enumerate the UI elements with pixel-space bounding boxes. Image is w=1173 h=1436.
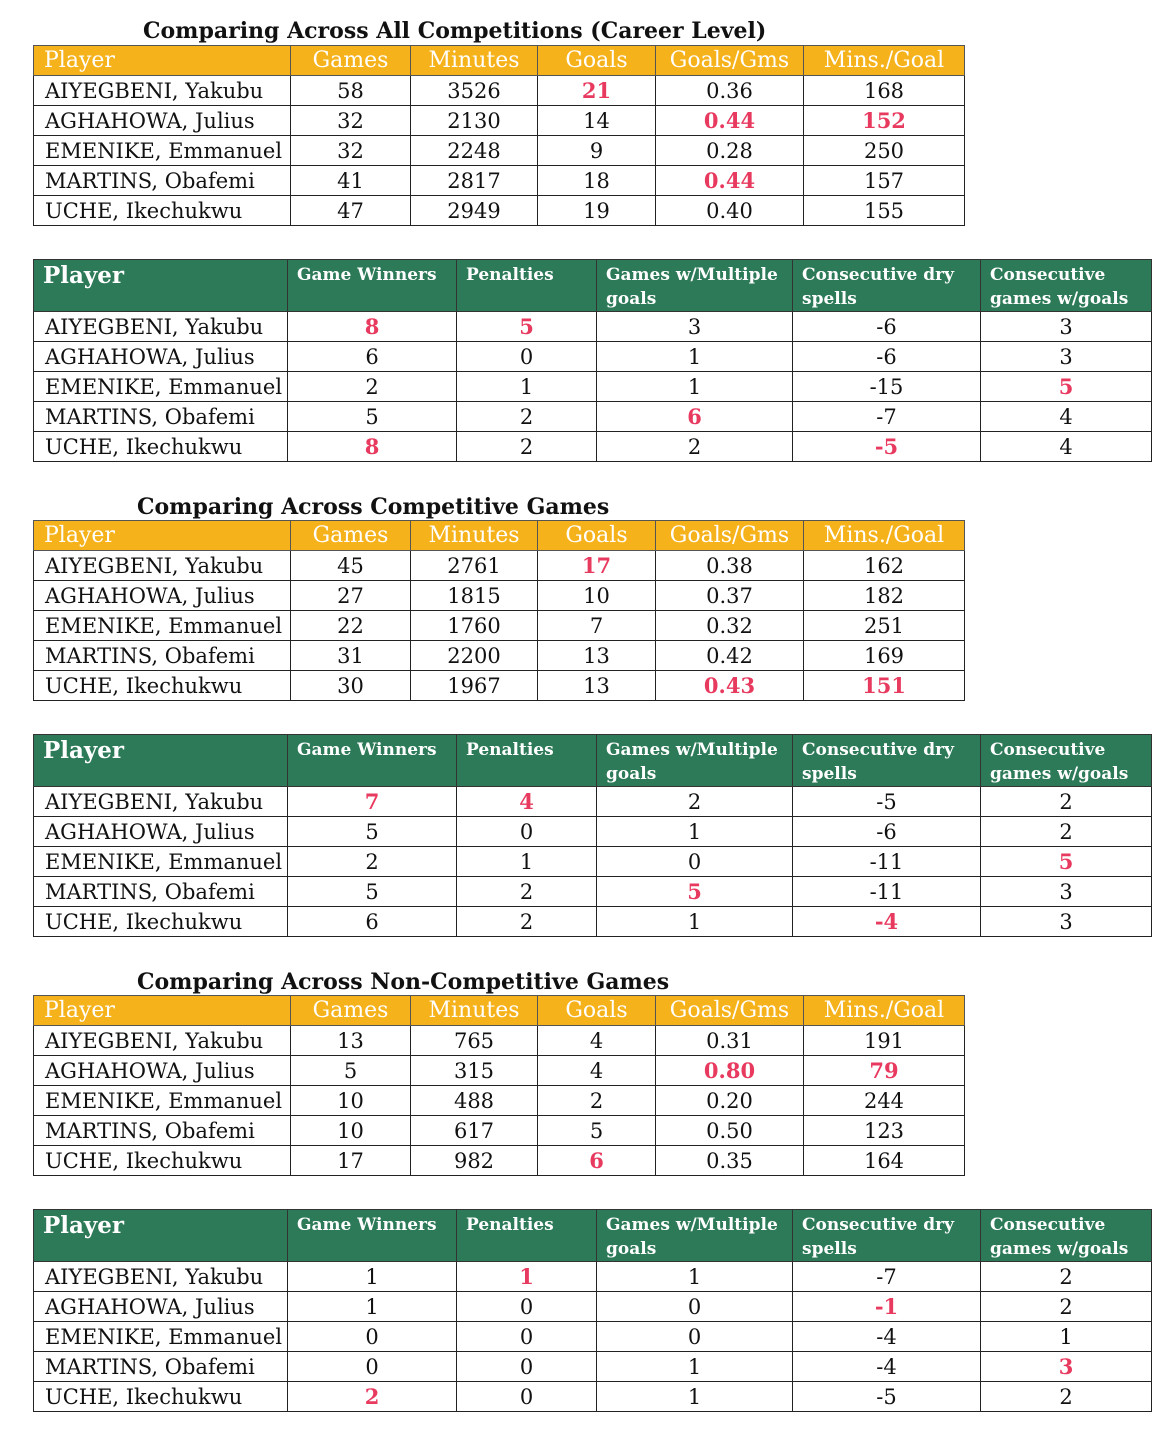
table-row [34,196,965,226]
column-header: Goals/Gms [656,996,804,1026]
column-header: Consecutive dry spells [793,735,981,787]
stat-cell: 0.38 [656,551,804,581]
stat-cell: -7 [793,402,981,432]
player-name-cell: UCHE, Ikechukwu [34,432,288,462]
stat-cell: 1 [597,1262,793,1292]
table-row [34,312,1152,342]
table-row [34,551,965,581]
stat-cell: 1815 [411,581,538,611]
column-header: Games w/Multiple goals [597,260,793,312]
stat-cell: 2 [981,1382,1152,1412]
stat-cell: -4 [793,1322,981,1352]
table-row [34,1382,1152,1412]
player-name-cell: AIYEGBENI, Yakubu [34,312,288,342]
stat-cell: 7 [538,611,656,641]
stat-cell: 2761 [411,551,538,581]
table-row [34,1056,965,1086]
stat-cell: 5 [288,877,457,907]
column-header: Minutes [411,46,538,76]
stat-cell: 30 [291,671,411,701]
stat-cell: 5 [457,312,597,342]
stat-cell: 315 [411,1056,538,1086]
stat-cell: 2 [457,877,597,907]
stat-cell: 18 [538,166,656,196]
column-header: Player [34,996,291,1026]
stat-cell: 8 [288,312,457,342]
stat-cell: 19 [538,196,656,226]
player-name-cell: AIYEGBENI, Yakubu [34,787,288,817]
player-name-cell: MARTINS, Obafemi [34,1116,291,1146]
table-row [34,907,1152,937]
header-row [34,1210,1152,1262]
stat-cell: 1 [597,1352,793,1382]
stat-cell: 1 [457,372,597,402]
table-row [34,166,965,196]
stat-cell: 3 [597,312,793,342]
table-row [34,1352,1152,1382]
column-header: Games [291,521,411,551]
stat-cell: 1 [597,372,793,402]
player-name-cell: UCHE, Ikechukwu [34,1146,291,1176]
table-row [34,671,965,701]
column-header: Games [291,46,411,76]
stat-cell: 45 [291,551,411,581]
stat-cell: 2 [457,432,597,462]
extra-stats-table [33,259,1152,462]
stat-cell: 8 [288,432,457,462]
column-header: Mins./Goal [804,521,965,551]
stat-cell: 0 [597,847,793,877]
stat-cell: 0.20 [656,1086,804,1116]
player-name-cell: EMENIKE, Emmanuel [34,611,291,641]
stat-cell: 0 [597,1322,793,1352]
stat-cell: 2 [538,1086,656,1116]
stat-cell: 2 [597,432,793,462]
table-row [34,372,1152,402]
stat-cell: 47 [291,196,411,226]
stat-cell: 0 [457,1292,597,1322]
stat-cell: 0.43 [656,671,804,701]
stat-cell: 58 [291,76,411,106]
stat-cell: 2200 [411,641,538,671]
stat-cell: 3 [981,1352,1152,1382]
stat-cell: 0.80 [656,1056,804,1086]
column-header: Player [34,1210,288,1262]
stat-cell: 0 [288,1352,457,1382]
column-header: Player [34,735,288,787]
stat-cell: 1 [288,1262,457,1292]
stat-cell: 4 [981,402,1152,432]
stat-cell: -11 [793,877,981,907]
section-title: Comparing Across Competitive Games [137,494,610,520]
stat-cell: 0.50 [656,1116,804,1146]
stat-cell: 2 [981,1292,1152,1322]
player-name-cell: AGHAHOWA, Julius [34,581,291,611]
player-name-cell: EMENIKE, Emmanuel [34,847,288,877]
stat-cell: 1 [981,1322,1152,1352]
stat-cell: 123 [804,1116,965,1146]
player-name-cell: UCHE, Ikechukwu [34,1382,288,1412]
stat-cell: 0 [288,1322,457,1352]
column-header: Consecutive games w/goals [981,260,1152,312]
stat-cell: 4 [457,787,597,817]
column-header: Player [34,521,291,551]
stat-cell: 0 [457,342,597,372]
table-row [34,432,1152,462]
stat-cell: 31 [291,641,411,671]
stat-cell: 1 [597,342,793,372]
stat-cell: 2 [288,847,457,877]
header-row [34,46,965,76]
stat-cell: 191 [804,1026,965,1056]
table-row [34,877,1152,907]
stat-cell: 250 [804,136,965,166]
stat-cell: 0 [457,817,597,847]
stat-cell: 164 [804,1146,965,1176]
stat-cell: 1 [457,1262,597,1292]
table-row [34,581,965,611]
stat-cell: 5 [981,372,1152,402]
stat-cell: 3 [981,877,1152,907]
stat-cell: 1 [457,847,597,877]
stat-cell: 2 [457,402,597,432]
stat-cell: 1967 [411,671,538,701]
column-header: Player [34,46,291,76]
stat-cell: -1 [793,1292,981,1322]
player-name-cell: EMENIKE, Emmanuel [34,1322,288,1352]
stat-cell: 0.36 [656,76,804,106]
player-name-cell: AIYEGBENI, Yakubu [34,551,291,581]
stat-cell: 0.28 [656,136,804,166]
stat-cell: 5 [538,1116,656,1146]
player-name-cell: AIYEGBENI, Yakubu [34,76,291,106]
table-row [34,342,1152,372]
stat-cell: 3 [981,342,1152,372]
column-header: Goals [538,521,656,551]
player-name-cell: MARTINS, Obafemi [34,641,291,671]
stat-cell: -5 [793,432,981,462]
stat-cell: 6 [538,1146,656,1176]
stat-cell: 21 [538,76,656,106]
table-row [34,1026,965,1056]
stat-cell: 5 [291,1056,411,1086]
column-header: Minutes [411,996,538,1026]
header-row [34,735,1152,787]
stat-cell: -6 [793,342,981,372]
stat-cell: 13 [538,671,656,701]
stat-cell: 3526 [411,76,538,106]
stat-cell: 151 [804,671,965,701]
table-row [34,1262,1152,1292]
stat-cell: -4 [793,1352,981,1382]
stat-cell: 617 [411,1116,538,1146]
column-header: Consecutive dry spells [793,1210,981,1262]
stat-cell: 2817 [411,166,538,196]
table-row [34,817,1152,847]
stat-cell: 6 [288,907,457,937]
table-row [34,787,1152,817]
stat-cell: 162 [804,551,965,581]
player-name-cell: EMENIKE, Emmanuel [34,372,288,402]
stat-cell: 1 [288,1292,457,1322]
stat-cell: -5 [793,787,981,817]
header-row [34,521,965,551]
stat-cell: 1 [597,907,793,937]
stat-cell: 488 [411,1086,538,1116]
player-name-cell: EMENIKE, Emmanuel [34,136,291,166]
column-header: Mins./Goal [804,46,965,76]
stat-cell: 5 [288,402,457,432]
stat-cell: 168 [804,76,965,106]
column-header: Player [34,260,288,312]
stat-cell: 13 [538,641,656,671]
table-row [34,76,965,106]
column-header: Penalties [457,260,597,312]
player-name-cell: MARTINS, Obafemi [34,402,288,432]
stat-cell: 1 [597,1382,793,1412]
column-header: Minutes [411,521,538,551]
player-name-cell: EMENIKE, Emmanuel [34,1086,291,1116]
stat-cell: 0.44 [656,166,804,196]
stat-cell: 6 [597,402,793,432]
stat-cell: 0 [597,1292,793,1322]
player-name-cell: AGHAHOWA, Julius [34,342,288,372]
stat-cell: -5 [793,1382,981,1412]
player-name-cell: UCHE, Ikechukwu [34,907,288,937]
stat-cell: 5 [288,817,457,847]
stat-cell: 0.37 [656,581,804,611]
column-header: Consecutive games w/goals [981,1210,1152,1262]
stat-cell: 13 [291,1026,411,1056]
stat-cell: 2130 [411,106,538,136]
stat-cell: 4 [981,432,1152,462]
column-header: Goals/Gms [656,46,804,76]
player-name-cell: AGHAHOWA, Julius [34,1056,291,1086]
table-row [34,641,965,671]
stat-cell: 0 [457,1322,597,1352]
table-row [34,847,1152,877]
stat-cell: 10 [291,1086,411,1116]
player-name-cell: UCHE, Ikechukwu [34,671,291,701]
stat-cell: 0 [457,1352,597,1382]
stat-cell: 2248 [411,136,538,166]
stat-cell: 17 [291,1146,411,1176]
player-name-cell: UCHE, Ikechukwu [34,196,291,226]
section-title: Comparing Across Non-Competitive Games [137,969,670,995]
extra-stats-table [33,734,1152,937]
player-name-cell: AGHAHOWA, Julius [34,1292,288,1322]
player-name-cell: AIYEGBENI, Yakubu [34,1262,288,1292]
stat-cell: 169 [804,641,965,671]
column-header: Goals [538,996,656,1026]
stat-cell: 1760 [411,611,538,641]
player-name-cell: MARTINS, Obafemi [34,166,291,196]
column-header: Penalties [457,1210,597,1262]
stat-cell: 251 [804,611,965,641]
stats-table [33,45,965,226]
stat-cell: 7 [288,787,457,817]
stat-cell: 765 [411,1026,538,1056]
stat-cell: 0.44 [656,106,804,136]
stat-cell: 2 [288,1382,457,1412]
stat-cell: 152 [804,106,965,136]
stat-cell: 182 [804,581,965,611]
stat-cell: 0.35 [656,1146,804,1176]
stat-cell: 2 [981,1262,1152,1292]
stat-cell: 3 [981,312,1152,342]
table-row [34,136,965,166]
stat-cell: -6 [793,312,981,342]
column-header: Game Winners [288,1210,457,1262]
player-name-cell: AGHAHOWA, Julius [34,817,288,847]
stat-cell: 155 [804,196,965,226]
stat-cell: 2 [597,787,793,817]
stat-cell: 0.42 [656,641,804,671]
player-name-cell: AIYEGBENI, Yakubu [34,1026,291,1056]
table-row [34,1086,965,1116]
stat-cell: 2 [457,907,597,937]
stat-cell: 17 [538,551,656,581]
stat-cell: 79 [804,1056,965,1086]
stat-cell: 0 [457,1382,597,1412]
stat-cell: 22 [291,611,411,641]
header-row [34,996,965,1026]
column-header: Game Winners [288,735,457,787]
stat-cell: 6 [288,342,457,372]
table-row [34,1146,965,1176]
column-header: Games w/Multiple goals [597,1210,793,1262]
player-name-cell: MARTINS, Obafemi [34,1352,288,1382]
stat-cell: 32 [291,106,411,136]
section-title: Comparing Across All Competitions (Career Level) [143,18,767,44]
stat-cell: -4 [793,907,981,937]
stats-table [33,995,965,1176]
table-row [34,1292,1152,1322]
player-name-cell: MARTINS, Obafemi [34,877,288,907]
stat-cell: 2 [981,787,1152,817]
column-header: Goals [538,46,656,76]
table-row [34,106,965,136]
column-header: Penalties [457,735,597,787]
table-row [34,1322,1152,1352]
column-header: Game Winners [288,260,457,312]
stat-cell: 157 [804,166,965,196]
stat-cell: -11 [793,847,981,877]
stat-cell: 1 [597,817,793,847]
stat-cell: 5 [981,847,1152,877]
stat-cell: 0.32 [656,611,804,641]
column-header: Consecutive games w/goals [981,735,1152,787]
column-header: Games [291,996,411,1026]
stat-cell: 10 [538,581,656,611]
stat-cell: 244 [804,1086,965,1116]
stat-cell: 14 [538,106,656,136]
extra-stats-table [33,1209,1152,1412]
stat-cell: 982 [411,1146,538,1176]
column-header: Games w/Multiple goals [597,735,793,787]
table-row [34,611,965,641]
table-row [34,1116,965,1146]
stat-cell: 2949 [411,196,538,226]
column-header: Goals/Gms [656,521,804,551]
table-row [34,402,1152,432]
header-row [34,260,1152,312]
stat-cell: 3 [981,907,1152,937]
stat-cell: 32 [291,136,411,166]
stat-cell: 2 [981,817,1152,847]
stat-cell: 4 [538,1056,656,1086]
stat-cell: 27 [291,581,411,611]
stat-cell: 10 [291,1116,411,1146]
stat-cell: 9 [538,136,656,166]
stat-cell: 0.31 [656,1026,804,1056]
stat-cell: 2 [288,372,457,402]
column-header: Mins./Goal [804,996,965,1026]
stat-cell: 41 [291,166,411,196]
column-header: Consecutive dry spells [793,260,981,312]
stat-cell: 4 [538,1026,656,1056]
stat-cell: 5 [597,877,793,907]
stat-cell: -15 [793,372,981,402]
stat-cell: -6 [793,817,981,847]
stat-cell: -7 [793,1262,981,1292]
player-name-cell: AGHAHOWA, Julius [34,106,291,136]
stats-table [33,520,965,701]
stat-cell: 0.40 [656,196,804,226]
